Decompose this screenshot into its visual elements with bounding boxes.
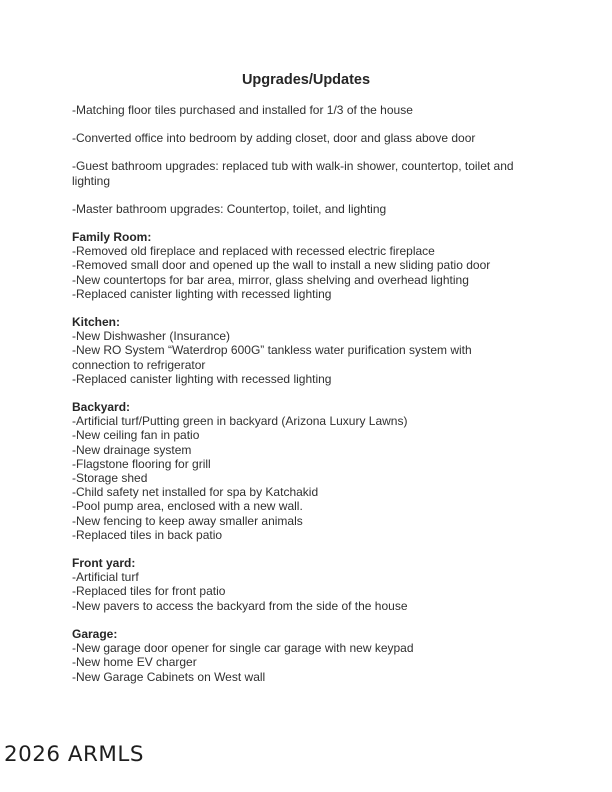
list-item: -New garage door opener for single car garage with new keypad [72, 641, 414, 656]
document-body [72, 103, 542, 698]
list-item: -Replaced tiles for front patio [72, 584, 226, 599]
list-item: -New ceiling fan in patio [72, 428, 200, 443]
section-heading: Family Room: [72, 230, 152, 245]
list-item: -Replaced tiles in back patio [72, 527, 223, 542]
list-item: -Flagstone flooring for grill [72, 456, 211, 471]
section-family-room [72, 230, 542, 301]
list-item: -New Garage Cabinets on West wall [72, 669, 266, 684]
list-item: -New countertops for bar area, mirror, glass shelving and overhead lighting [72, 272, 469, 287]
section-heading: Kitchen: [72, 315, 120, 330]
intro-item: -Guest bathroom upgrades: replaced tub with walk-in shower, countertop, toilet and lighting [72, 159, 514, 188]
list-item: -New fencing to keep away smaller animals [72, 513, 303, 528]
section-kitchen [72, 315, 542, 386]
list-item: -New Dishwasher (Insurance) [72, 329, 231, 344]
section-backyard [72, 400, 542, 542]
page-title: Upgrades/Updates [241, 72, 371, 88]
list-item: -Child safety net installed for spa by Katchakid [72, 485, 319, 500]
section-heading: Garage: [72, 626, 118, 641]
section-front-yard [72, 556, 542, 613]
section-heading: Backyard: [72, 400, 131, 415]
section-heading: Front yard: [72, 556, 136, 571]
armls-watermark: 2026 ARMLS [4, 742, 144, 766]
intro-item: -Master bathroom upgrades: Countertop, toilet, and lighting [72, 201, 387, 216]
list-item: -Pool pump area, enclosed with a new wall. [72, 499, 303, 514]
list-item: -New home EV charger [72, 655, 197, 670]
list-item: -Replaced canister lighting with recessed lighting [72, 371, 332, 386]
list-item: -Replaced canister lighting with recessed lighting [72, 286, 332, 301]
list-item: -Artificial turf [72, 570, 139, 585]
list-item: -Removed old fireplace and replaced with recessed electric fireplace [72, 244, 435, 259]
intro-item: -Converted office into bedroom by adding closet, door and glass above door [72, 131, 476, 146]
list-item: -New drainage system [72, 442, 192, 457]
list-item: -Removed small door and opened up the wall to install a new sliding patio door [72, 258, 491, 273]
list-item: -New RO System “Waterdrop 600G” tankless water purification system with connection to refrigerator [72, 343, 472, 372]
list-item: -Storage shed [72, 471, 148, 486]
section-garage [72, 627, 542, 684]
list-item: -New pavers to access the backyard from the side of the house [72, 598, 408, 613]
list-item: -Artificial turf/Putting green in backyard (Arizona Luxury Lawns) [72, 414, 408, 429]
intro-item: -Matching floor tiles purchased and installed for 1/3 of the house [72, 103, 413, 117]
